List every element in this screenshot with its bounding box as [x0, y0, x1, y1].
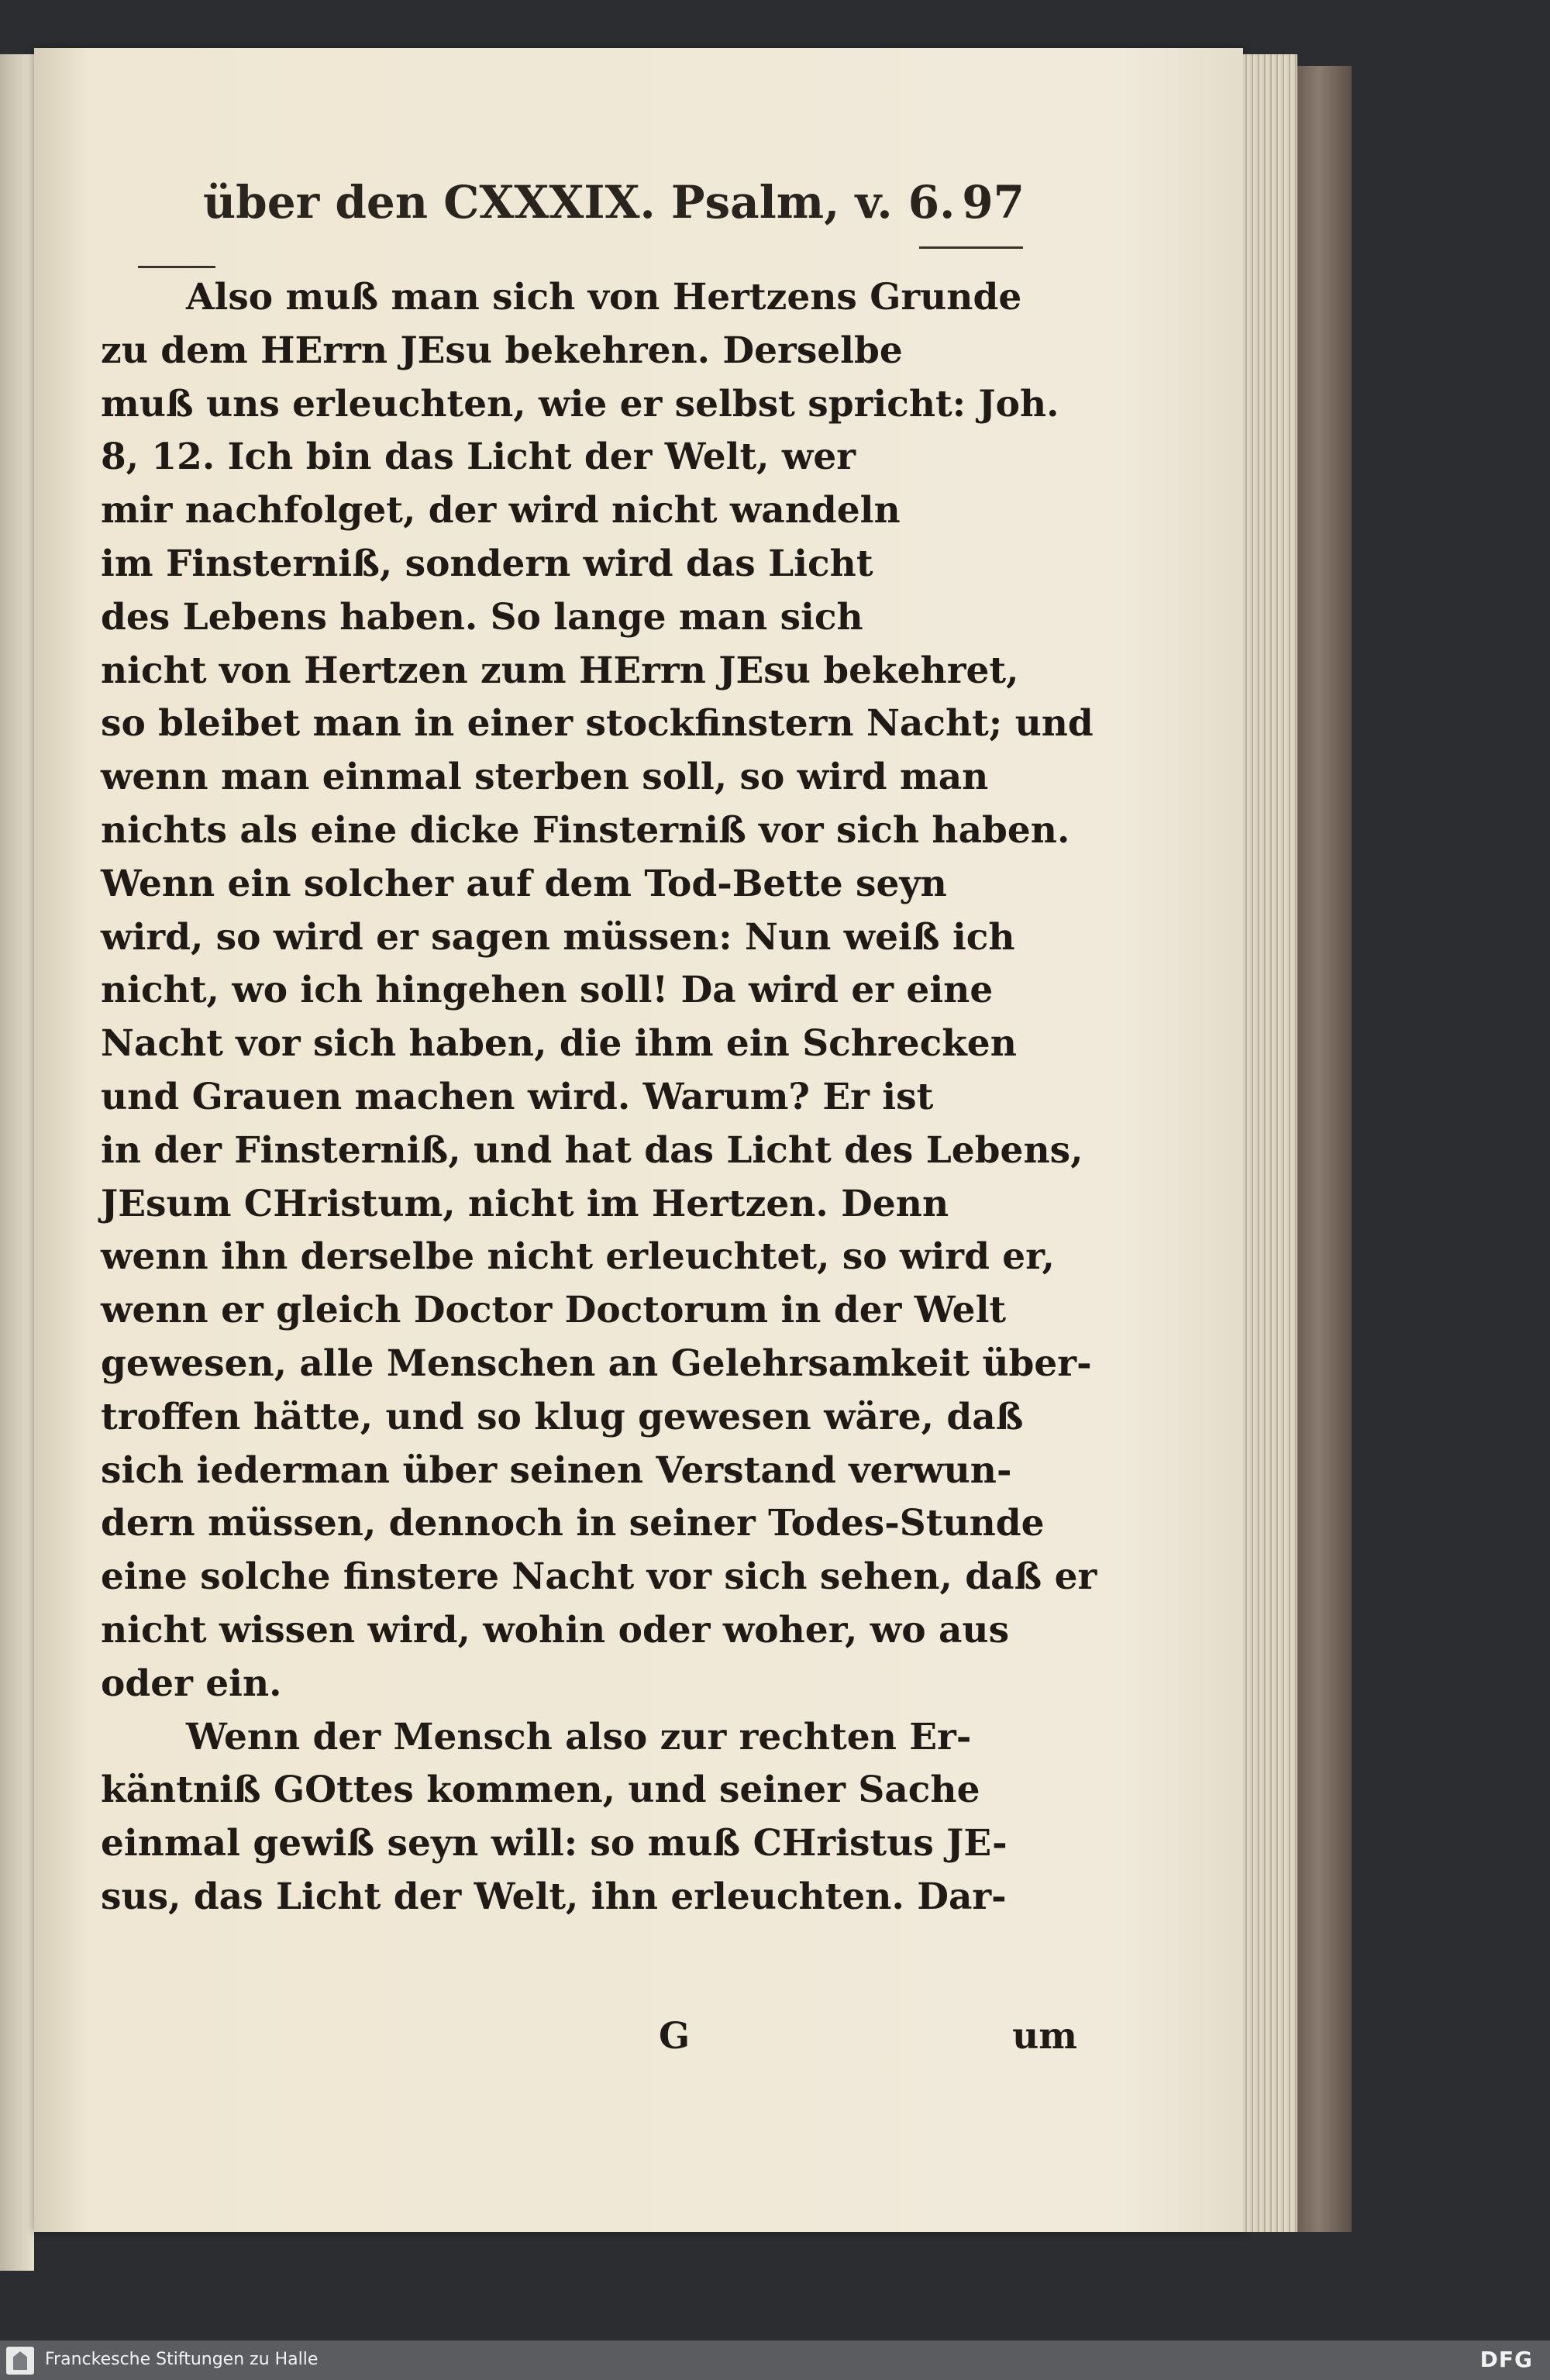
text-line: wenn man einmal sterben soll, so wird man	[101, 756, 989, 799]
text-line: wenn ihn derselbe nicht erleuchtet, so wird er,	[101, 1235, 1055, 1279]
text-line: nicht wissen wird, wohin oder woher, wo aus	[101, 1608, 1010, 1652]
running-head	[203, 167, 1025, 236]
head-rule-right	[919, 246, 1023, 249]
text-line: Wenn der Mensch also zur rechten Er-	[186, 1715, 972, 1758]
catchword: um	[1012, 2015, 1077, 2058]
text-line: des Lebens haben. So lange man sich	[101, 595, 863, 639]
text-line: käntniß GOttes kommen, und seiner Sache	[101, 1769, 980, 1812]
text-line: wird, so wird er sagen müssen: Nun weiß ich	[101, 915, 1015, 959]
text-line: und Grauen machen wird. Warum? Er ist	[101, 1075, 934, 1118]
text-line: troffen hätte, und so klug gewesen wäre, daß	[101, 1395, 1024, 1438]
francke-foundation-logo-icon	[6, 2347, 34, 2375]
catchline	[101, 2015, 1077, 2069]
text-line: oder ein.	[101, 1662, 282, 1705]
text-line: einmal gewiß seyn will: so muß CHristus JE-	[101, 1822, 1008, 1865]
left-page-edge	[0, 54, 34, 2271]
text-line: in der Finsterniß, und hat das Licht des Lebens,	[101, 1128, 1083, 1172]
signature-mark: G	[659, 2015, 691, 2058]
text-line: zu dem HErrn JEsu bekehren. Derselbe	[101, 329, 903, 372]
footer-institution: Franckesche Stiftungen zu Halle	[45, 2350, 319, 2369]
book-cover	[1297, 66, 1352, 2232]
text-line: Wenn ein solcher auf dem Tod-Bette seyn	[101, 862, 947, 905]
page-edges	[1243, 54, 1297, 2232]
text-line: nichts als eine dicke Finsterniß vor sich haben.	[101, 808, 1070, 852]
dfg-logo: DFG	[1479, 2347, 1533, 2372]
text-line: im Finsterniß, sondern wird das Licht	[101, 542, 873, 585]
text-line: sich iederman über seinen Verstand verwun-	[101, 1448, 1012, 1492]
text-line: wenn er gleich Doctor Doctorum in der Welt	[101, 1289, 1007, 1332]
text-line: Nacht vor sich haben, die ihm ein Schrecken	[101, 1022, 1017, 1066]
text-line: so bleibet man in einer stockfinstern Nacht; und	[101, 702, 1094, 746]
text-line: JEsum CHristum, nicht im Hertzen. Denn	[101, 1182, 949, 1225]
head-rule-left	[138, 266, 215, 268]
text-line: nicht, wo ich hingehen soll! Da wird er eine	[101, 969, 994, 1012]
body-text	[101, 271, 1097, 1924]
text-line: nicht von Hertzen zum HErrn JEsu bekehret,	[101, 649, 1019, 692]
text-line: dern müssen, dennoch in seiner Todes-Stunde	[101, 1502, 1045, 1545]
text-line: gewesen, alle Menschen an Gelehrsamkeit über-	[101, 1342, 1092, 1385]
text-line: eine solche finstere Nacht vor sich sehen, daß er	[101, 1555, 1097, 1599]
text-line: muß uns erleuchten, wie er selbst spricht: Joh.	[101, 382, 1059, 425]
text-line: sus, das Licht der Welt, ihn erleuchten. Dar-	[101, 1875, 1007, 1918]
text-line: 8, 12. Ich bin das Licht der Welt, wer	[101, 436, 856, 479]
running-head-title: über den CXXXIX. Psalm, v. 6.	[203, 176, 956, 229]
text-line: mir nachfolget, der wird nicht wandeln	[101, 489, 901, 532]
page-number: 97	[962, 176, 1025, 229]
text-line: Also muß man sich von Hertzens Grunde	[186, 276, 1022, 319]
